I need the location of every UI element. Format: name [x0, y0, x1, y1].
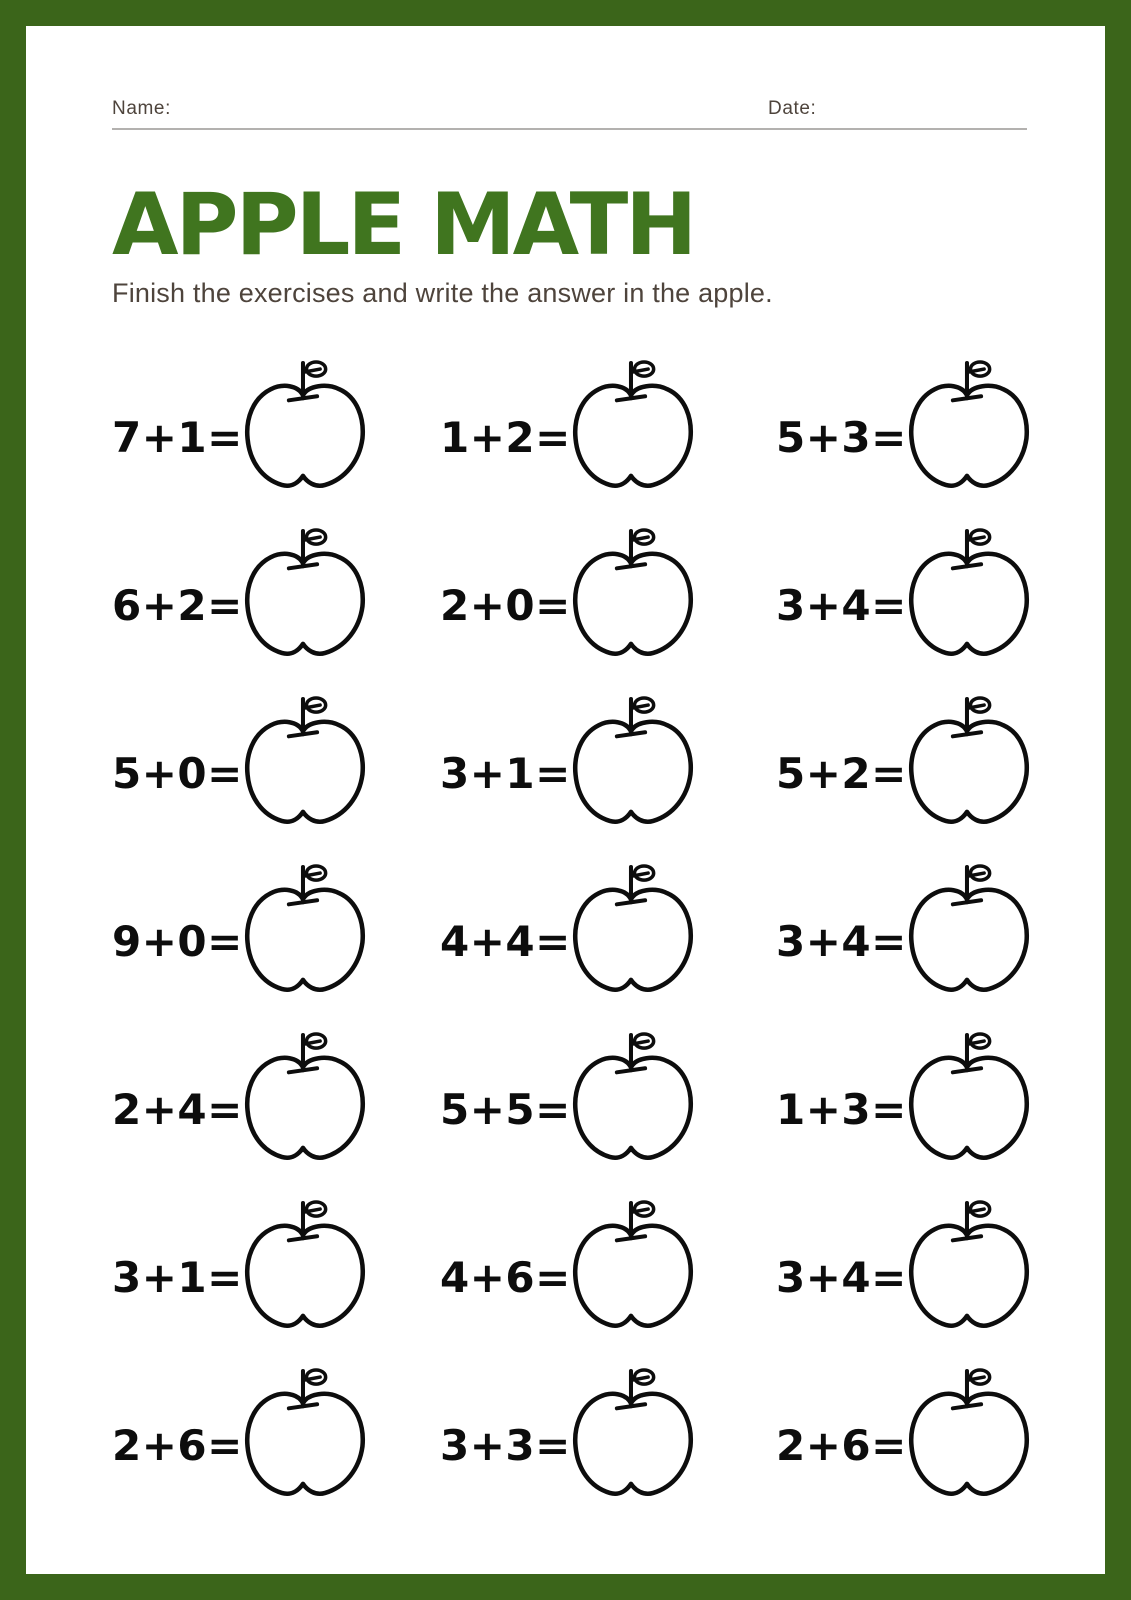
apple-stem-tick: [289, 732, 317, 736]
apple-stem-tick: [953, 396, 981, 400]
apple-stem-tick: [617, 1236, 645, 1240]
exercise-cell: [112, 677, 440, 845]
apple-stem-tick: [953, 1068, 981, 1072]
exercise-cell: [776, 341, 1032, 509]
apple-outline-icon: [908, 527, 1032, 660]
exercise-cell: [440, 677, 776, 845]
problem-text: 3+4=: [776, 580, 907, 630]
problem-text: 3+4=: [776, 1252, 907, 1302]
apple-outline-icon: [244, 359, 368, 492]
apple-stem-tick: [289, 1068, 317, 1072]
header: [112, 96, 1027, 130]
apple-stem-tick: [953, 732, 981, 736]
exercise-cell: [440, 341, 776, 509]
apple-stem-tick: [289, 1404, 317, 1408]
date-label: Date:: [768, 98, 817, 119]
problem-text: 3+1=: [440, 748, 571, 798]
problem-text: 9+0=: [112, 916, 243, 966]
apple-stem-tick: [289, 564, 317, 568]
exercise-cell: [112, 1013, 440, 1181]
problem-text: 5+0=: [112, 748, 243, 798]
apple-outline-icon: [244, 527, 368, 660]
exercise-cell: [776, 845, 1032, 1013]
apple-outline-icon: [244, 1199, 368, 1332]
exercise-cell: [440, 509, 776, 677]
apple-outline-icon: [572, 863, 696, 996]
apple-outline-icon: [244, 863, 368, 996]
apple-stem-tick: [289, 396, 317, 400]
exercise-cell: [776, 677, 1032, 845]
apple-stem-tick: [289, 1236, 317, 1240]
problem-text: 2+4=: [112, 1084, 243, 1134]
problem-text: 6+2=: [112, 580, 243, 630]
exercise-cell: [112, 1349, 440, 1517]
exercise-cell: [776, 1349, 1032, 1517]
exercise-cell: [440, 1349, 776, 1517]
apple-stem-tick: [953, 1236, 981, 1240]
problem-text: 3+4=: [776, 916, 907, 966]
problem-text: 1+3=: [776, 1084, 907, 1134]
problem-text: 4+6=: [440, 1252, 571, 1302]
exercise-cell: [440, 1181, 776, 1349]
exercise-grid: [112, 341, 1027, 1517]
problem-text: 2+6=: [112, 1420, 243, 1470]
apple-outline-icon: [244, 695, 368, 828]
apple-outline-icon: [908, 1199, 1032, 1332]
apple-outline-icon: [908, 695, 1032, 828]
apple-stem-tick: [617, 732, 645, 736]
apple-outline-icon: [572, 1367, 696, 1500]
problem-text: 1+2=: [440, 412, 571, 462]
apple-stem-tick: [953, 900, 981, 904]
apple-outline-icon: [572, 359, 696, 492]
exercise-cell: [112, 509, 440, 677]
apple-outline-icon: [572, 695, 696, 828]
exercise-cell: [440, 1013, 776, 1181]
problem-text: 5+2=: [776, 748, 907, 798]
page-title: APPLE MATH: [112, 175, 695, 275]
problem-text: 7+1=: [112, 412, 243, 462]
problem-text: 3+1=: [112, 1252, 243, 1302]
apple-outline-icon: [908, 359, 1032, 492]
exercise-cell: [112, 1181, 440, 1349]
problem-text: 3+3=: [440, 1420, 571, 1470]
problem-text: 2+6=: [776, 1420, 907, 1470]
worksheet-content: [26, 26, 1105, 1517]
exercise-cell: [776, 1013, 1032, 1181]
apple-outline-icon: [244, 1367, 368, 1500]
subtitle: Finish the exercises and write the answer in the apple.: [112, 278, 773, 308]
apple-outline-icon: [908, 863, 1032, 996]
apple-outline-icon: [572, 1031, 696, 1164]
apple-stem-tick: [617, 396, 645, 400]
exercise-cell: [776, 1181, 1032, 1349]
exercise-cell: [776, 509, 1032, 677]
apple-outline-icon: [908, 1367, 1032, 1500]
problem-text: 5+5=: [440, 1084, 571, 1134]
apple-outline-icon: [908, 1031, 1032, 1164]
problem-text: 4+4=: [440, 916, 571, 966]
apple-stem-tick: [617, 1404, 645, 1408]
apple-stem-tick: [617, 564, 645, 568]
apple-outline-icon: [244, 1031, 368, 1164]
apple-stem-tick: [953, 1404, 981, 1408]
apple-outline-icon: [572, 527, 696, 660]
problem-text: 2+0=: [440, 580, 571, 630]
apple-stem-tick: [953, 564, 981, 568]
problem-text: 5+3=: [776, 412, 907, 462]
apple-stem-tick: [289, 900, 317, 904]
exercise-cell: [440, 845, 776, 1013]
exercise-cell: [112, 341, 440, 509]
apple-stem-tick: [617, 1068, 645, 1072]
exercise-cell: [112, 845, 440, 1013]
apple-outline-icon: [572, 1199, 696, 1332]
name-label: Name:: [112, 98, 171, 119]
apple-stem-tick: [617, 900, 645, 904]
